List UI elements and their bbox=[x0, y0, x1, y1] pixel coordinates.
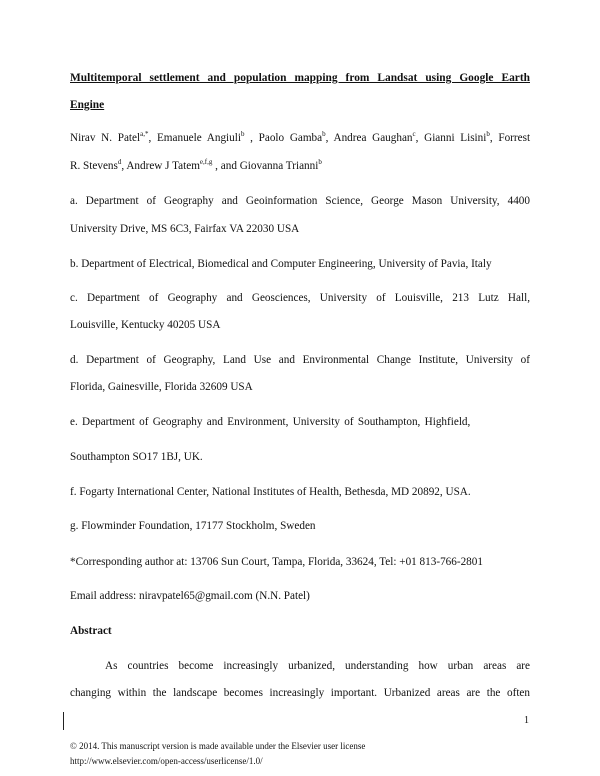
author-separator: , bbox=[244, 132, 259, 144]
author-name: Andrea Gaughan bbox=[333, 132, 413, 144]
paper-title-line-2: Engine bbox=[70, 99, 105, 111]
affiliation-a-line-2: University Drive, MS 6C3, Fairfax VA 22030 USA bbox=[70, 223, 300, 235]
author-name: Paolo Gamba bbox=[258, 132, 323, 144]
author-affiliation-marker: b bbox=[240, 130, 245, 138]
affiliation-g: g. Flowminder Foundation, 17177 Stockholm, Sweden bbox=[70, 520, 316, 532]
page-number: 1 bbox=[524, 715, 529, 726]
affiliation-e-line-1: e. Department of Geography and Environment, University of Southampton, Highfield, bbox=[70, 416, 471, 428]
author-separator: , and bbox=[212, 160, 240, 172]
author-name: Gianni Lisini bbox=[424, 132, 487, 144]
affiliation-a-line-1: a. Department of Geography and Geoinformation Science, George Mason University, 4400 bbox=[70, 195, 530, 207]
author-name: R. Stevens bbox=[70, 160, 118, 172]
affiliation-f: f. Fogarty International Center, National Institutes of Health, Bethesda, MD 20892, USA. bbox=[70, 486, 471, 498]
author-name: Andrew J Tatem bbox=[126, 160, 200, 172]
author-list-line-1 bbox=[70, 131, 530, 145]
author-affiliation-marker: c bbox=[412, 130, 416, 138]
author-name: Emanuele Angiuli bbox=[156, 132, 241, 144]
author-name: Giovanna Trianni bbox=[239, 160, 319, 172]
license-url[interactable]: http://www.elsevier.com/open-access/userlicense/1.0/ bbox=[70, 756, 263, 766]
affiliation-b: b. Department of Electrical, Biomedical and Computer Engineering, University of Pavia, Italy bbox=[70, 258, 492, 270]
email-address: Email address: niravpatel65@gmail.com (N.N. Patel) bbox=[70, 590, 310, 602]
author-name: Forrest bbox=[498, 132, 531, 144]
author-affiliation-marker: a,* bbox=[140, 130, 149, 138]
author-affiliation-marker: e,f,g bbox=[199, 158, 213, 166]
abstract-line-2: changing within the landscape becomes increasingly important. Urbanized areas are the often bbox=[70, 687, 530, 699]
corresponding-author: *Corresponding author at: 13706 Sun Court, Tampa, Florida, 33624, Tel: +01 813-766-2801 bbox=[70, 556, 483, 568]
author-affiliation-marker: b bbox=[486, 130, 490, 138]
author-affiliation-marker: b bbox=[322, 130, 326, 138]
affiliation-e-line-2: Southampton SO17 1BJ, UK. bbox=[70, 451, 203, 463]
affiliation-d-line-1: d. Department of Geography, Land Use and Environmental Change Institute, University of bbox=[70, 354, 530, 366]
affiliation-c-line-2: Louisville, Kentucky 40205 USA bbox=[70, 319, 221, 331]
author-affiliation-marker: d bbox=[117, 158, 122, 166]
author-separator: , bbox=[489, 132, 499, 144]
abstract-heading: Abstract bbox=[70, 625, 112, 637]
author-separator: , bbox=[121, 160, 127, 172]
author-separator: , bbox=[148, 132, 157, 144]
affiliation-d-line-2: Florida, Gainesville, Florida 32609 USA bbox=[70, 381, 253, 393]
author-separator: , bbox=[325, 132, 334, 144]
text-cursor-bar bbox=[63, 712, 64, 730]
author-list-line-2 bbox=[70, 159, 530, 173]
abstract-line-1: As countries become increasingly urbanized, understanding how urban areas are bbox=[105, 660, 530, 672]
author-affiliation-marker: b bbox=[318, 158, 322, 166]
license-notice: © 2014. This manuscript version is made available under the Elsevier user license bbox=[70, 741, 366, 751]
paper-title-line-1: Multitemporal settlement and population mapping from Landsat using Google Earth bbox=[70, 72, 530, 84]
affiliation-c-line-1: c. Department of Geography and Geosciences, University of Louisville, 213 Lutz Hall, bbox=[70, 292, 530, 304]
author-name: Nirav N. Patel bbox=[70, 132, 141, 144]
author-separator: , bbox=[415, 132, 425, 144]
